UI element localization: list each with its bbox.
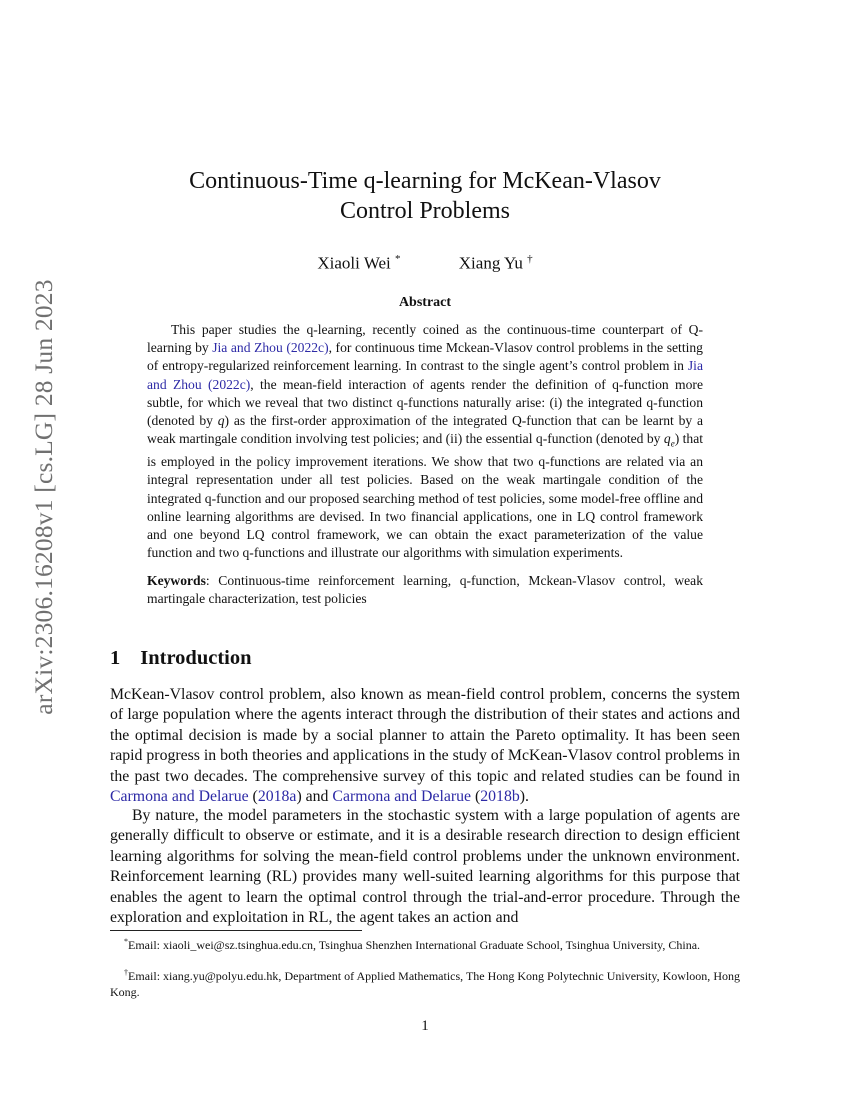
- author: [317, 253, 400, 274]
- section-title: Introduction: [140, 647, 252, 669]
- arxiv-identifier-text: arXiv:2306.16208v1 [cs.LG] 28 Jun 2023: [29, 279, 58, 715]
- abstract-text: This paper studies the q-learning, recently coined as the continuous-time counterpart of Q-learning by: [147, 322, 703, 356]
- keywords-label: Keywords: [147, 573, 206, 588]
- citation-link[interactable]: Jia and Zhou (2022c): [212, 340, 329, 356]
- keywords-text: : Continuous-time reinforcement learning, q-function, Mckean-Vlasov control, weak martingale characterization, test policies: [147, 573, 703, 607]
- abstract-text: ) as the first-order approximation of the integrated Q-function that can be learnt by a weak martingale condition involving test policies; and (ii) the essential q-function (denoted by: [147, 413, 703, 447]
- intro-paragraph-1: McKean-Vlasov control problem, also known as mean-field control problem, concerns the system of large population where the agents interact through the distribution of their states and actions and the optimal decision is made by a social planner to attain the Pareto optimality. It has been seen rapid progress in both theories and applications in the study of McKean-Vlasov control problems in the past two decades. The comprehensive survey of this topic and related studies can be found in Carmona and Delarue (2018a) and Carmona and Delarue (2018b).: [110, 686, 740, 806]
- paper-title: [0, 166, 850, 226]
- keywords: [147, 572, 703, 608]
- abstract-text: ) that is employed in the policy improvement iterations. We show that two q-functions are related via an integral representation under all test policies. Based on the weak martingale condition of the integrated q-function and our proposed searching method of test policies, some model-free offline and online learning algorithms are devised. In two financial applications, one in LQ control framework and one beyond LQ control framework, we can obtain the exact parameterization of the value function and two q-functions and illustrate our algorithms with simulation experiments.: [147, 431, 704, 561]
- abstract-text: , for continuous time Mckean-Vlasov control problems in the setting of entropy-regularized reinforcement learning. In contrast to the single agent’s control problem in: [147, 340, 703, 374]
- intro-paragraph-2: By nature, the model parameters in the stochastic system with a large population of agents are generally difficult to observe or estimate, and it is a desirable research direction to design efficient learning algorithms for solving the mean-field control problems under the unknown environment. Reinforcement learning (RL) provides many well-suited learning algorithms for this purpose that enables the agent to learn the optimal control through the trial-and-error procedure. Through the exploration and exploitation in RL, the agent takes an action and: [110, 807, 740, 927]
- author-name: Xiang Yu: [458, 253, 523, 273]
- footnote-mark: †: [124, 968, 129, 977]
- footnote: [110, 965, 740, 1000]
- citation-link[interactable]: Jia and Zhou (2022c): [147, 358, 703, 392]
- arxiv-identifier: [26, 279, 62, 715]
- citation-year-link[interactable]: 2018b: [480, 788, 520, 806]
- title-line-2: Control Problems: [339, 198, 510, 224]
- footnote-rule: [110, 930, 362, 931]
- abstract-text: , the mean-field interaction of agents render the definition of q-function more subtle, for which we reveal that two distinct q-functions naturally arise: (i) the integrated q-function (denoted by: [147, 376, 703, 429]
- footnote-text: Email: xiaoli_wei@sz.tsinghua.edu.cn, Tsinghua Shenzhen International Graduate School, Tsinghua University, China.: [128, 938, 701, 952]
- citation-year-link[interactable]: 2018a: [257, 788, 297, 806]
- author-name: Xiaoli Wei: [317, 253, 391, 273]
- page-number: 1: [421, 1018, 429, 1034]
- author-list: [0, 253, 850, 274]
- section-number: 1: [110, 647, 121, 669]
- author-footnote-mark[interactable]: †: [527, 253, 533, 265]
- footnote-mark: *: [124, 937, 128, 946]
- author-footnote-mark[interactable]: *: [395, 253, 401, 265]
- abstract-heading: Abstract: [398, 295, 452, 310]
- math-symbol-qe: $q_e$: [663, 431, 675, 449]
- footnote: [110, 934, 740, 954]
- abstract-body: [147, 321, 703, 562]
- math-symbol-q: q: [217, 413, 225, 429]
- author: [459, 253, 533, 274]
- section-heading: [110, 647, 252, 670]
- citation-link[interactable]: Carmona and Delarue: [110, 788, 249, 806]
- citation-link[interactable]: Carmona and Delarue: [332, 788, 472, 806]
- title-line-1: Continuous-Time q-learning for McKean-Vlasov: [189, 168, 661, 194]
- footnote-text: Email: xiang.yu@polyu.edu.hk, Department of Applied Mathematics, The Hong Kong Polytechnic University, Kowloon, Hong Kong.: [110, 969, 740, 999]
